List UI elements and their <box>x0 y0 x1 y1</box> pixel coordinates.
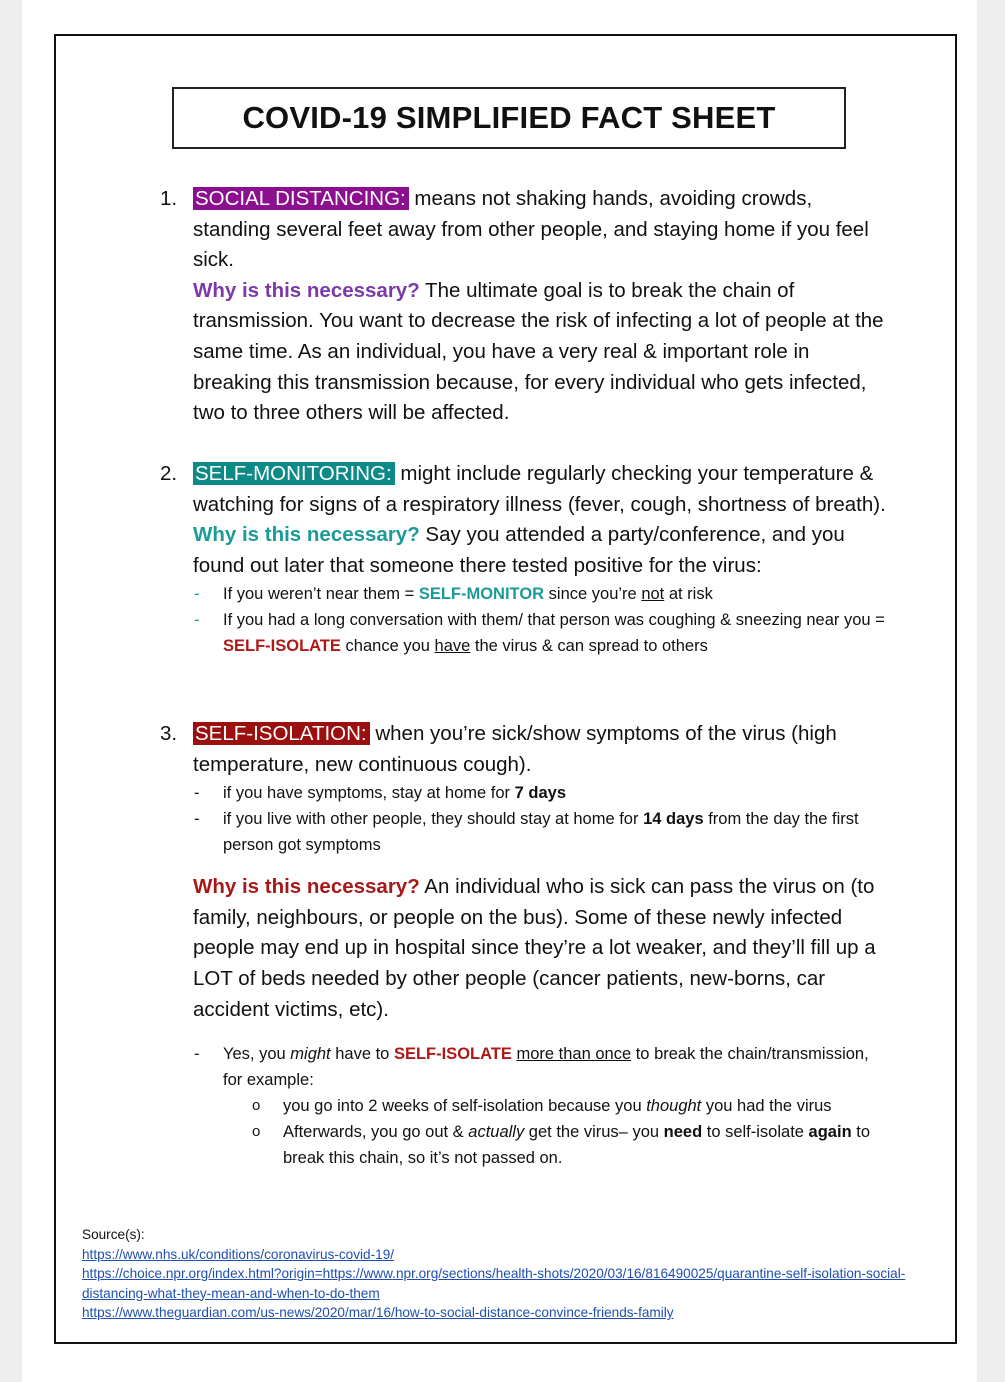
sources-label: Source(s): <box>82 1227 145 1242</box>
section-tag: SELF-MONITORING: <box>193 462 395 485</box>
bold-text: again <box>808 1123 852 1142</box>
source-link-guardian[interactable]: https://www.theguardian.com/us-news/2020/mar/16/how-to-social-distance-convince-friends-family <box>82 1305 674 1320</box>
bullet-text: since you’re <box>544 585 642 604</box>
section-self-isolation <box>160 719 890 1171</box>
section-social-distancing <box>160 184 890 429</box>
keyword-self-isolate: SELF-ISOLATE <box>223 637 341 656</box>
section-definition <box>193 459 890 520</box>
section-tag: SOCIAL DISTANCING: <box>193 187 409 210</box>
underlined-text: more than once <box>516 1045 632 1064</box>
bullet-text: chance you <box>340 637 435 656</box>
bullet-dash: - <box>194 1045 200 1064</box>
section-number: 1. <box>160 187 178 210</box>
keyword-self-monitor: SELF-MONITOR <box>418 585 545 604</box>
why-text: The ultimate goal is to break the chain of transmission. You want to decrease the risk of infecting a lot of people at the same time. As an individual, you have a very real & important role in breaking this transmission because, for every individual who gets infected, two to three others will be affected. <box>193 278 884 425</box>
why-paragraph <box>193 520 890 581</box>
keyword-self-isolate: SELF-ISOLATE <box>393 1045 512 1064</box>
sub-text: to break this chain, so it’s not passed on. <box>283 1123 871 1168</box>
page-title: COVID-19 SIMPLIFIED FACT SHEET <box>172 87 846 149</box>
bullet-text: if you have symptoms, stay at home for <box>223 784 515 803</box>
list-item <box>193 806 890 858</box>
bold-text: 14 days <box>643 810 704 829</box>
bullet-text: If you had a long conversation with them/ that person was coughing & sneezing near you = <box>223 611 885 630</box>
bullet-text: the virus & can spread to others <box>470 637 708 656</box>
definition-text: when you’re sick/show symptoms of the virus (high temperature, new continuous cough). <box>193 722 837 776</box>
sub-text: you go into 2 weeks of self-isolation because you <box>283 1097 647 1116</box>
why-paragraph <box>193 276 890 429</box>
sub-text: to self-isolate <box>702 1123 809 1142</box>
sub-text: Afterwards, you go out & <box>283 1123 469 1142</box>
italic-text: might <box>290 1045 331 1064</box>
list-item <box>193 780 890 806</box>
sub-list-item <box>193 1093 890 1119</box>
list-item <box>193 1041 890 1093</box>
why-label: Why is this necessary? <box>193 523 420 547</box>
why-text: Say you attended a party/conference, and you found out later that someone there tested positive for the virus: <box>193 523 845 577</box>
section-self-monitoring <box>160 459 890 659</box>
underlined-text: have <box>434 637 471 656</box>
bold-text: need <box>663 1123 703 1142</box>
section-definition <box>193 184 890 276</box>
underlined-text: not <box>641 585 665 604</box>
definition-text: means not shaking hands, avoiding crowds, standing several feet away from other people, and staying home if you feel sick. <box>193 187 869 272</box>
bullet-text: at risk <box>664 585 713 604</box>
why-text: An individual who is sick can pass the virus on (to family, neighbours, or people on the bus). Some of these newly infected people may end up in hospital since they’re a lot weaker, and they’ll fill up a LOT of beds needed by other people (cancer patients, new-borns, car accident victims, etc). <box>193 875 876 1021</box>
section-tag: SELF-ISOLATION: <box>193 722 370 745</box>
sub-list-item <box>193 1119 890 1171</box>
list-item <box>193 607 890 659</box>
italic-text: actually <box>468 1123 525 1142</box>
sources-block <box>82 1225 942 1323</box>
why-label: Why is this necessary? <box>193 278 420 302</box>
circle-bullet-icon: o <box>252 1123 261 1141</box>
bullet-dash: - <box>194 784 200 803</box>
bold-text: 7 days <box>514 784 566 803</box>
bullet-text: have to <box>330 1045 394 1064</box>
bullet-dash: - <box>194 585 200 604</box>
bullet-text: If you weren’t near them = <box>223 585 419 604</box>
bullet-text: to break the chain/transmission, for example: <box>223 1045 869 1090</box>
bullet-text: from the day the first person got symptoms <box>223 810 859 855</box>
section-number: 3. <box>160 722 178 745</box>
bullet-dash: - <box>194 810 200 829</box>
why-label: Why is this necessary? <box>193 875 420 899</box>
source-link-nhs[interactable]: https://www.nhs.uk/conditions/coronavirus-covid-19/ <box>82 1246 395 1262</box>
italic-text: thought <box>646 1097 702 1116</box>
why-paragraph <box>193 872 890 1025</box>
bullet-text: Yes, you <box>223 1045 291 1064</box>
bullet-dash: - <box>194 611 200 630</box>
bullet-text: if you live with other people, they should stay at home for <box>223 810 644 829</box>
sub-text: you had the virus <box>701 1097 832 1116</box>
sub-text: get the virus– you <box>524 1123 664 1142</box>
list-item <box>193 581 890 607</box>
circle-bullet-icon: o <box>252 1097 261 1115</box>
source-link-npr[interactable]: https://choice.npr.org/index.html?origin=https://www.npr.org/sections/health-shots/2020/03/16/816490025/quarantine-self-isolation-social-distancing-what-they-mean-and-when-to-do-them <box>82 1266 906 1301</box>
definition-text: might include regularly checking your temperature & watching for signs of a respiratory illness (fever, cough, shortness of breath). <box>193 462 886 516</box>
section-number: 2. <box>160 462 178 485</box>
section-definition <box>193 719 890 780</box>
